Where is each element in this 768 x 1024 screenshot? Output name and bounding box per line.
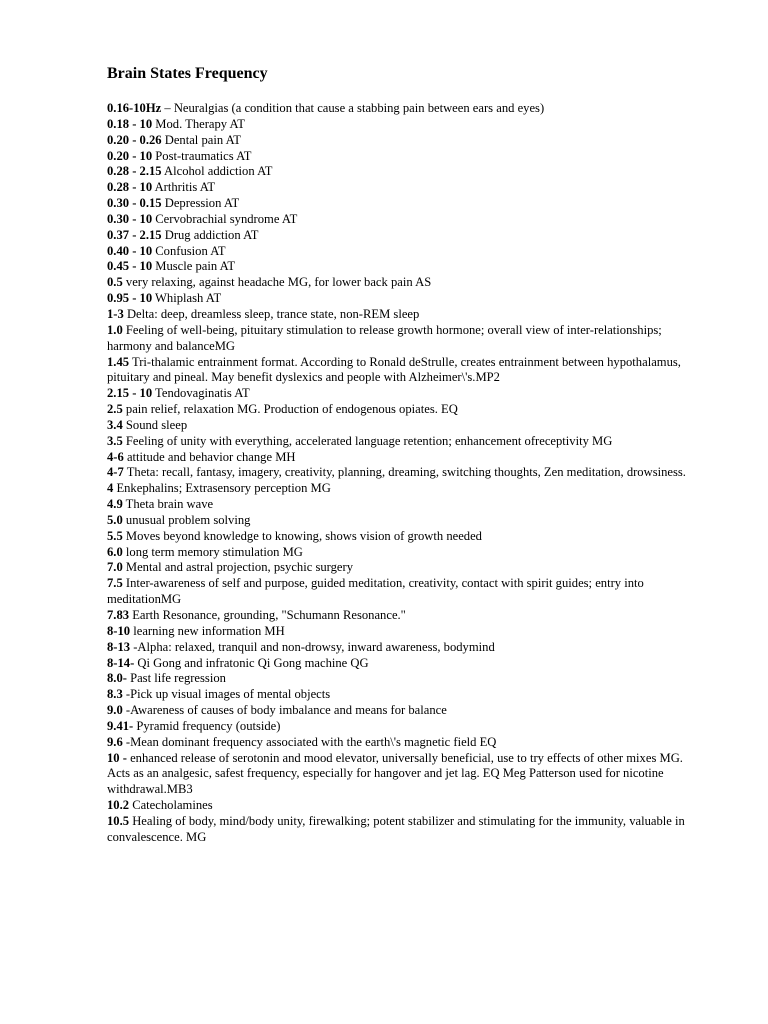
- frequency-entry: [107, 149, 707, 165]
- frequency-description: unusual problem solving: [122, 512, 251, 527]
- frequency-entry: [107, 465, 707, 481]
- frequency-description: enhanced release of serotonin and mood elevator, universally beneficial, use to try effects of other mixes MG. Acts as an analgesic, safest frequency, especially for hangover and jet lag. EQ Meg Patterson used for nicotine withdrawal.MB3: [107, 750, 683, 797]
- frequency-description: Delta: deep, dreamless sleep, trance state, non-REM sleep: [123, 306, 420, 321]
- frequency-description: Confusion AT: [152, 243, 226, 258]
- frequency-entry: [107, 735, 707, 751]
- frequency-value: 8-14-: [107, 655, 135, 670]
- frequency-entry: [107, 481, 707, 497]
- frequency-value: 7.83: [107, 608, 130, 622]
- frequency-entry: [107, 671, 707, 687]
- frequency-description: Catecholamines: [129, 798, 213, 813]
- frequency-value: 1.45: [107, 354, 130, 369]
- frequency-description: Arthritis AT: [152, 180, 216, 195]
- frequency-value: 8-13: [107, 639, 131, 654]
- frequency-entry: [107, 656, 707, 672]
- frequency-value: 9.0: [107, 703, 123, 718]
- frequency-entry: [107, 798, 707, 814]
- frequency-description: Mod. Therapy AT: [152, 116, 245, 131]
- frequency-entry: [107, 275, 707, 291]
- frequency-entry: [107, 719, 707, 735]
- frequency-value: 0.30 - 10: [107, 211, 153, 226]
- frequency-description: -Awareness of causes of body imbalance and means for balance: [122, 703, 447, 718]
- frequency-entry: [107, 307, 707, 323]
- frequency-value: 0.95 - 10: [107, 291, 153, 306]
- frequency-value: 6.0: [107, 544, 123, 559]
- frequency-description: -Pick up visual images of mental objects: [122, 687, 331, 702]
- frequency-value: 1.0: [107, 322, 123, 337]
- frequency-entry: [107, 259, 707, 275]
- frequency-value: 1-3: [107, 306, 124, 321]
- frequency-description: Earth Resonance, grounding, "Schumann Resonance.": [129, 608, 406, 622]
- frequency-value: 4-6: [107, 449, 124, 464]
- frequency-value: 10.2: [107, 798, 130, 813]
- frequency-description: Moves beyond knowledge to knowing, shows vision of growth needed: [122, 528, 482, 543]
- frequency-entry: [107, 624, 707, 640]
- frequency-entry: [107, 244, 707, 260]
- frequency-list: [107, 101, 707, 846]
- frequency-description: Depression AT: [161, 196, 240, 211]
- frequency-description: -Alpha: relaxed, tranquil and non-drowsy, inward awareness, bodymind: [130, 639, 495, 654]
- frequency-value: 9.41-: [107, 718, 134, 733]
- frequency-value: 10.5: [107, 813, 130, 828]
- frequency-entry: [107, 101, 707, 117]
- document-page: [107, 64, 707, 846]
- frequency-entry: [107, 117, 707, 133]
- frequency-value: 0.20 - 0.26: [107, 132, 162, 147]
- frequency-description: Pyramid frequency (outside): [133, 718, 281, 733]
- frequency-entry: [107, 180, 707, 196]
- frequency-description: pain relief, relaxation MG. Production of endogenous opiates. EQ: [122, 402, 458, 417]
- frequency-value: 4.9: [107, 497, 123, 512]
- frequency-value: 0.30 - 0.15: [107, 196, 162, 211]
- frequency-entry: [107, 386, 707, 402]
- frequency-value: 10 -: [107, 750, 127, 765]
- frequency-description: learning new information MH: [130, 623, 285, 638]
- frequency-value: 0.28 - 10: [107, 180, 153, 195]
- frequency-entry: [107, 814, 707, 846]
- frequency-value: 0.28 - 2.15: [107, 164, 162, 179]
- frequency-entry: [107, 196, 707, 212]
- frequency-value: 2.5: [107, 402, 123, 417]
- frequency-description: Tri-thalamic entrainment format. According to Ronald deStrulle, creates entrainment between hypothalamus, pituitary and pineal. May benefit dyslexics and people with Alzheimer\'s.MP2: [107, 354, 681, 385]
- frequency-value: 9.6: [107, 734, 123, 749]
- frequency-description: Sound sleep: [122, 417, 188, 432]
- frequency-description: attitude and behavior change MH: [123, 449, 296, 464]
- frequency-value: 3.4: [107, 417, 123, 432]
- frequency-description: Theta: recall, fantasy, imagery, creativity, planning, dreaming, switching thoughts, Zen meditation, drowsiness.: [123, 465, 686, 480]
- frequency-entry: [107, 513, 707, 529]
- frequency-value: 5.0: [107, 512, 123, 527]
- frequency-entry: [107, 640, 707, 656]
- frequency-entry: [107, 133, 707, 149]
- frequency-description: Post-traumatics AT: [152, 148, 252, 163]
- frequency-value: 5.5: [107, 528, 123, 543]
- frequency-entry: [107, 687, 707, 703]
- frequency-description: -Mean dominant frequency associated with the earth\'s magnetic field EQ: [122, 734, 497, 749]
- frequency-entry: [107, 355, 707, 387]
- frequency-description: Healing of body, mind/body unity, firewalking; potent stabilizer and stimulating for the immunity, valuable in convalescence. MG: [107, 813, 685, 844]
- frequency-value: 0.5: [107, 275, 123, 290]
- document-title: Brain States Frequency: [107, 65, 268, 82]
- frequency-value: 0.20 - 10: [107, 148, 153, 163]
- frequency-entry: [107, 576, 707, 608]
- frequency-description: Cervobrachial syndrome AT: [152, 211, 298, 226]
- frequency-description: Dental pain AT: [161, 132, 241, 147]
- frequency-description: Qi Gong and infratonic Qi Gong machine QG: [134, 655, 369, 670]
- frequency-description: Theta brain wave: [122, 497, 214, 512]
- frequency-description: long term memory stimulation MG: [122, 544, 303, 559]
- frequency-description: very relaxing, against headache MG, for lower back pain AS: [122, 275, 432, 290]
- frequency-value: 0.16-10Hz: [107, 101, 162, 115]
- frequency-value: 0.37 - 2.15: [107, 227, 162, 242]
- frequency-value: 8.0-: [107, 671, 127, 686]
- frequency-entry: [107, 434, 707, 450]
- frequency-entry: [107, 529, 707, 545]
- frequency-entry: [107, 418, 707, 434]
- frequency-value: 4: [107, 481, 114, 496]
- frequency-value: 2.15 - 10: [107, 386, 153, 401]
- frequency-value: 0.18 - 10: [107, 116, 153, 131]
- frequency-entry: [107, 703, 707, 719]
- frequency-value: 8.3: [107, 687, 123, 702]
- frequency-value: 0.45 - 10: [107, 259, 153, 274]
- frequency-entry: [107, 291, 707, 307]
- frequency-description: Feeling of unity with everything, accelerated language retention; enhancement ofreceptivity MG: [122, 433, 613, 448]
- frequency-description: Inter-awareness of self and purpose, guided meditation, creativity, contact with spirit guides; entry into meditationMG: [107, 576, 644, 607]
- frequency-description: Mental and astral projection, psychic surgery: [122, 560, 353, 575]
- frequency-entry: [107, 608, 707, 624]
- frequency-value: 7.0: [107, 560, 123, 575]
- frequency-entry: [107, 402, 707, 418]
- frequency-description: Feeling of well-being, pituitary stimulation to release growth hormone; overall view of inter-relationships; harmony and balanceMG: [107, 322, 662, 353]
- frequency-description: Drug addiction AT: [161, 227, 259, 242]
- frequency-entry: [107, 164, 707, 180]
- frequency-value: 3.5: [107, 433, 123, 448]
- frequency-description: Alcohol addiction AT: [161, 164, 273, 179]
- frequency-value: 4-7: [107, 465, 124, 480]
- frequency-description: Past life regression: [126, 671, 226, 686]
- frequency-description: Enkephalins; Extrasensory perception MG: [113, 481, 331, 496]
- frequency-entry: [107, 228, 707, 244]
- frequency-entry: [107, 751, 707, 799]
- frequency-entry: [107, 212, 707, 228]
- frequency-value: 8-10: [107, 623, 131, 638]
- frequency-entry: [107, 545, 707, 561]
- frequency-entry: [107, 450, 707, 466]
- frequency-value: 7.5: [107, 576, 123, 591]
- frequency-entry: [107, 497, 707, 513]
- frequency-entry: [107, 323, 707, 355]
- frequency-description: Whiplash AT: [152, 291, 222, 306]
- frequency-value: 0.40 - 10: [107, 243, 153, 258]
- frequency-entry: [107, 560, 707, 576]
- frequency-description: Tendovaginatis AT: [152, 386, 250, 401]
- frequency-description: Muscle pain AT: [152, 259, 236, 274]
- frequency-description: – Neuralgias (a condition that cause a stabbing pain between ears and eyes): [161, 101, 545, 115]
